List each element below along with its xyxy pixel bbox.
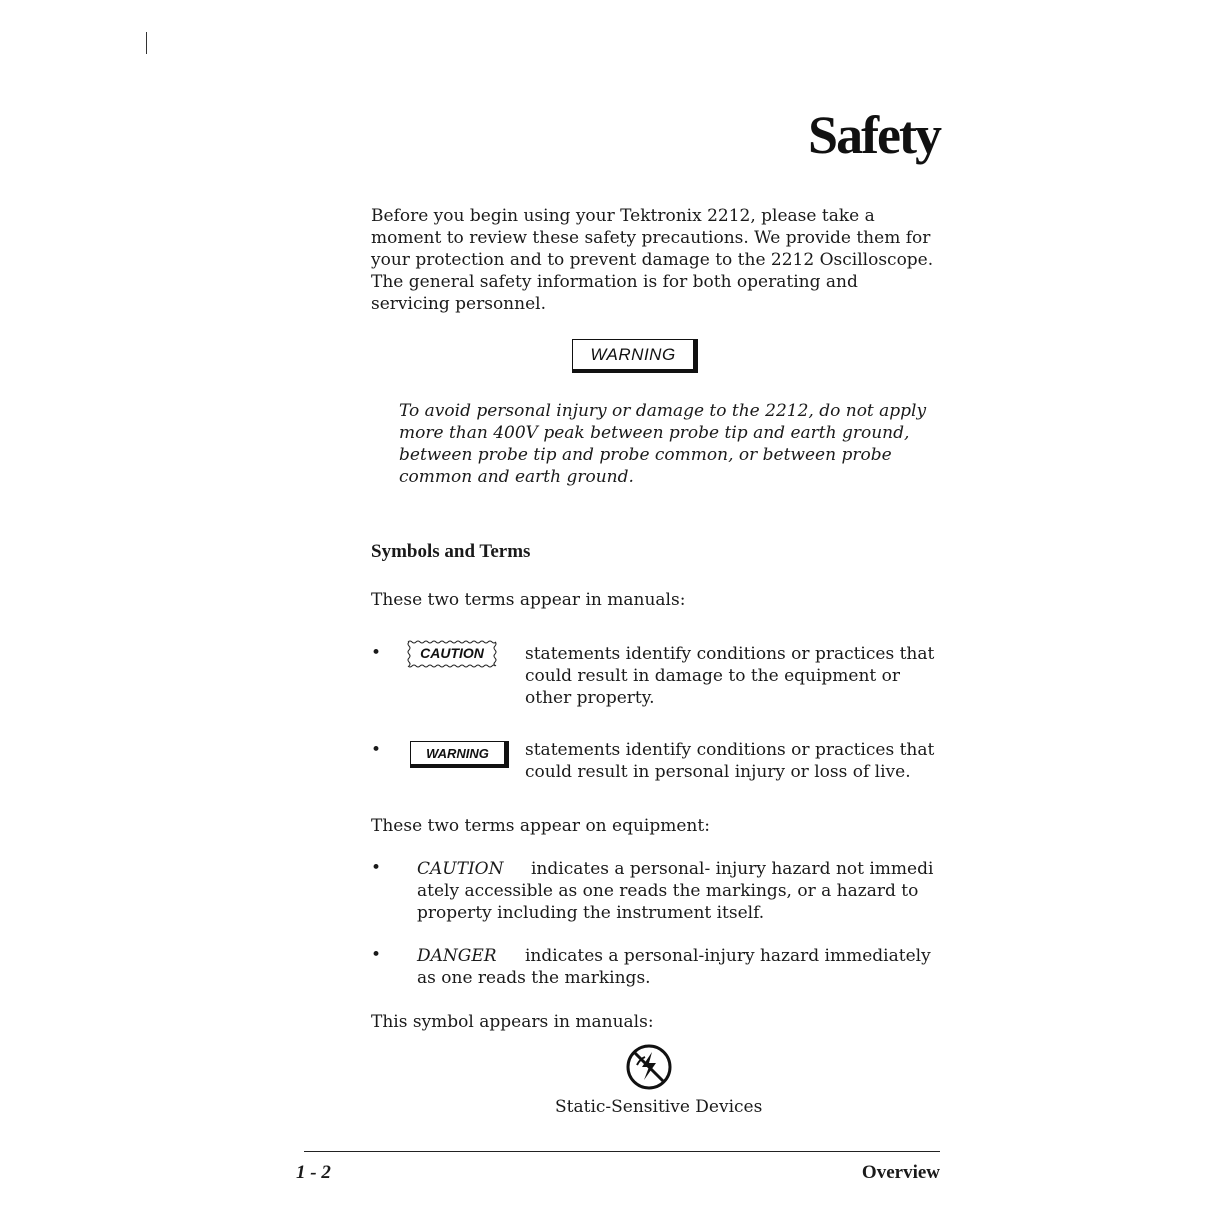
symbol-intro: This symbol appears in manuals: (371, 1012, 654, 1032)
page-title: Safety (808, 105, 940, 165)
equipment-danger-desc: indicates a personal-injury hazard immediately as one reads the markings. (417, 946, 931, 988)
caution-description: statements identify conditions or practices that could result in damage to the equipment or other property. (525, 644, 935, 708)
symbol-caption: Static-Sensitive Devices (555, 1097, 763, 1117)
equipment-caution-desc: indicates a personal- injury hazard not immedi ately accessible as one reads the markings, or a hazard to property including the instrument itself. (417, 859, 934, 923)
bullet-danger-equipment: • (371, 945, 382, 965)
warning-small-label-box: WARNING (410, 741, 509, 768)
section-heading: Symbols and Terms (371, 541, 531, 562)
equipment-danger-term: DANGER (417, 946, 497, 966)
equipment-caution-term: CAUTION (417, 859, 504, 879)
caution-label-box (406, 639, 498, 669)
warning-paragraph: To avoid personal injury or damage to the 2212, do not apply more than 400V peak between probe tip and earth ground, between probe tip and probe common, or between probe common and earth ground. (399, 401, 927, 487)
footer-section: Overview (861, 1162, 940, 1183)
equipment-danger-item (417, 945, 947, 989)
intro-paragraph: Before you begin using your Tektronix 2212, please take a moment to review these safety precautions. We provide them for your protection and to prevent damage to the 2212 Oscilloscope. The general safety information is for both operating and servicing personnel. (371, 206, 934, 314)
manual-terms-intro: These two terms appear in manuals: (371, 590, 686, 610)
scan-mark (146, 32, 147, 54)
bullet-caution-manual: • (371, 643, 382, 663)
equipment-terms-intro: These two terms appear on equipment: (371, 816, 710, 836)
caution-label: CAUTION (420, 645, 484, 661)
equipment-caution-item (417, 858, 937, 924)
bullet-caution-equipment: • (371, 858, 382, 878)
warning-label-box: WARNING (572, 339, 698, 373)
warning-description: statements identify conditions or practices that could result in personal injury or loss of live. (525, 740, 935, 782)
page-number: 1 - 2 (296, 1162, 331, 1183)
bullet-warning-manual: • (371, 740, 382, 760)
static-sensitive-icon (625, 1043, 673, 1091)
footer-rule (304, 1151, 940, 1152)
